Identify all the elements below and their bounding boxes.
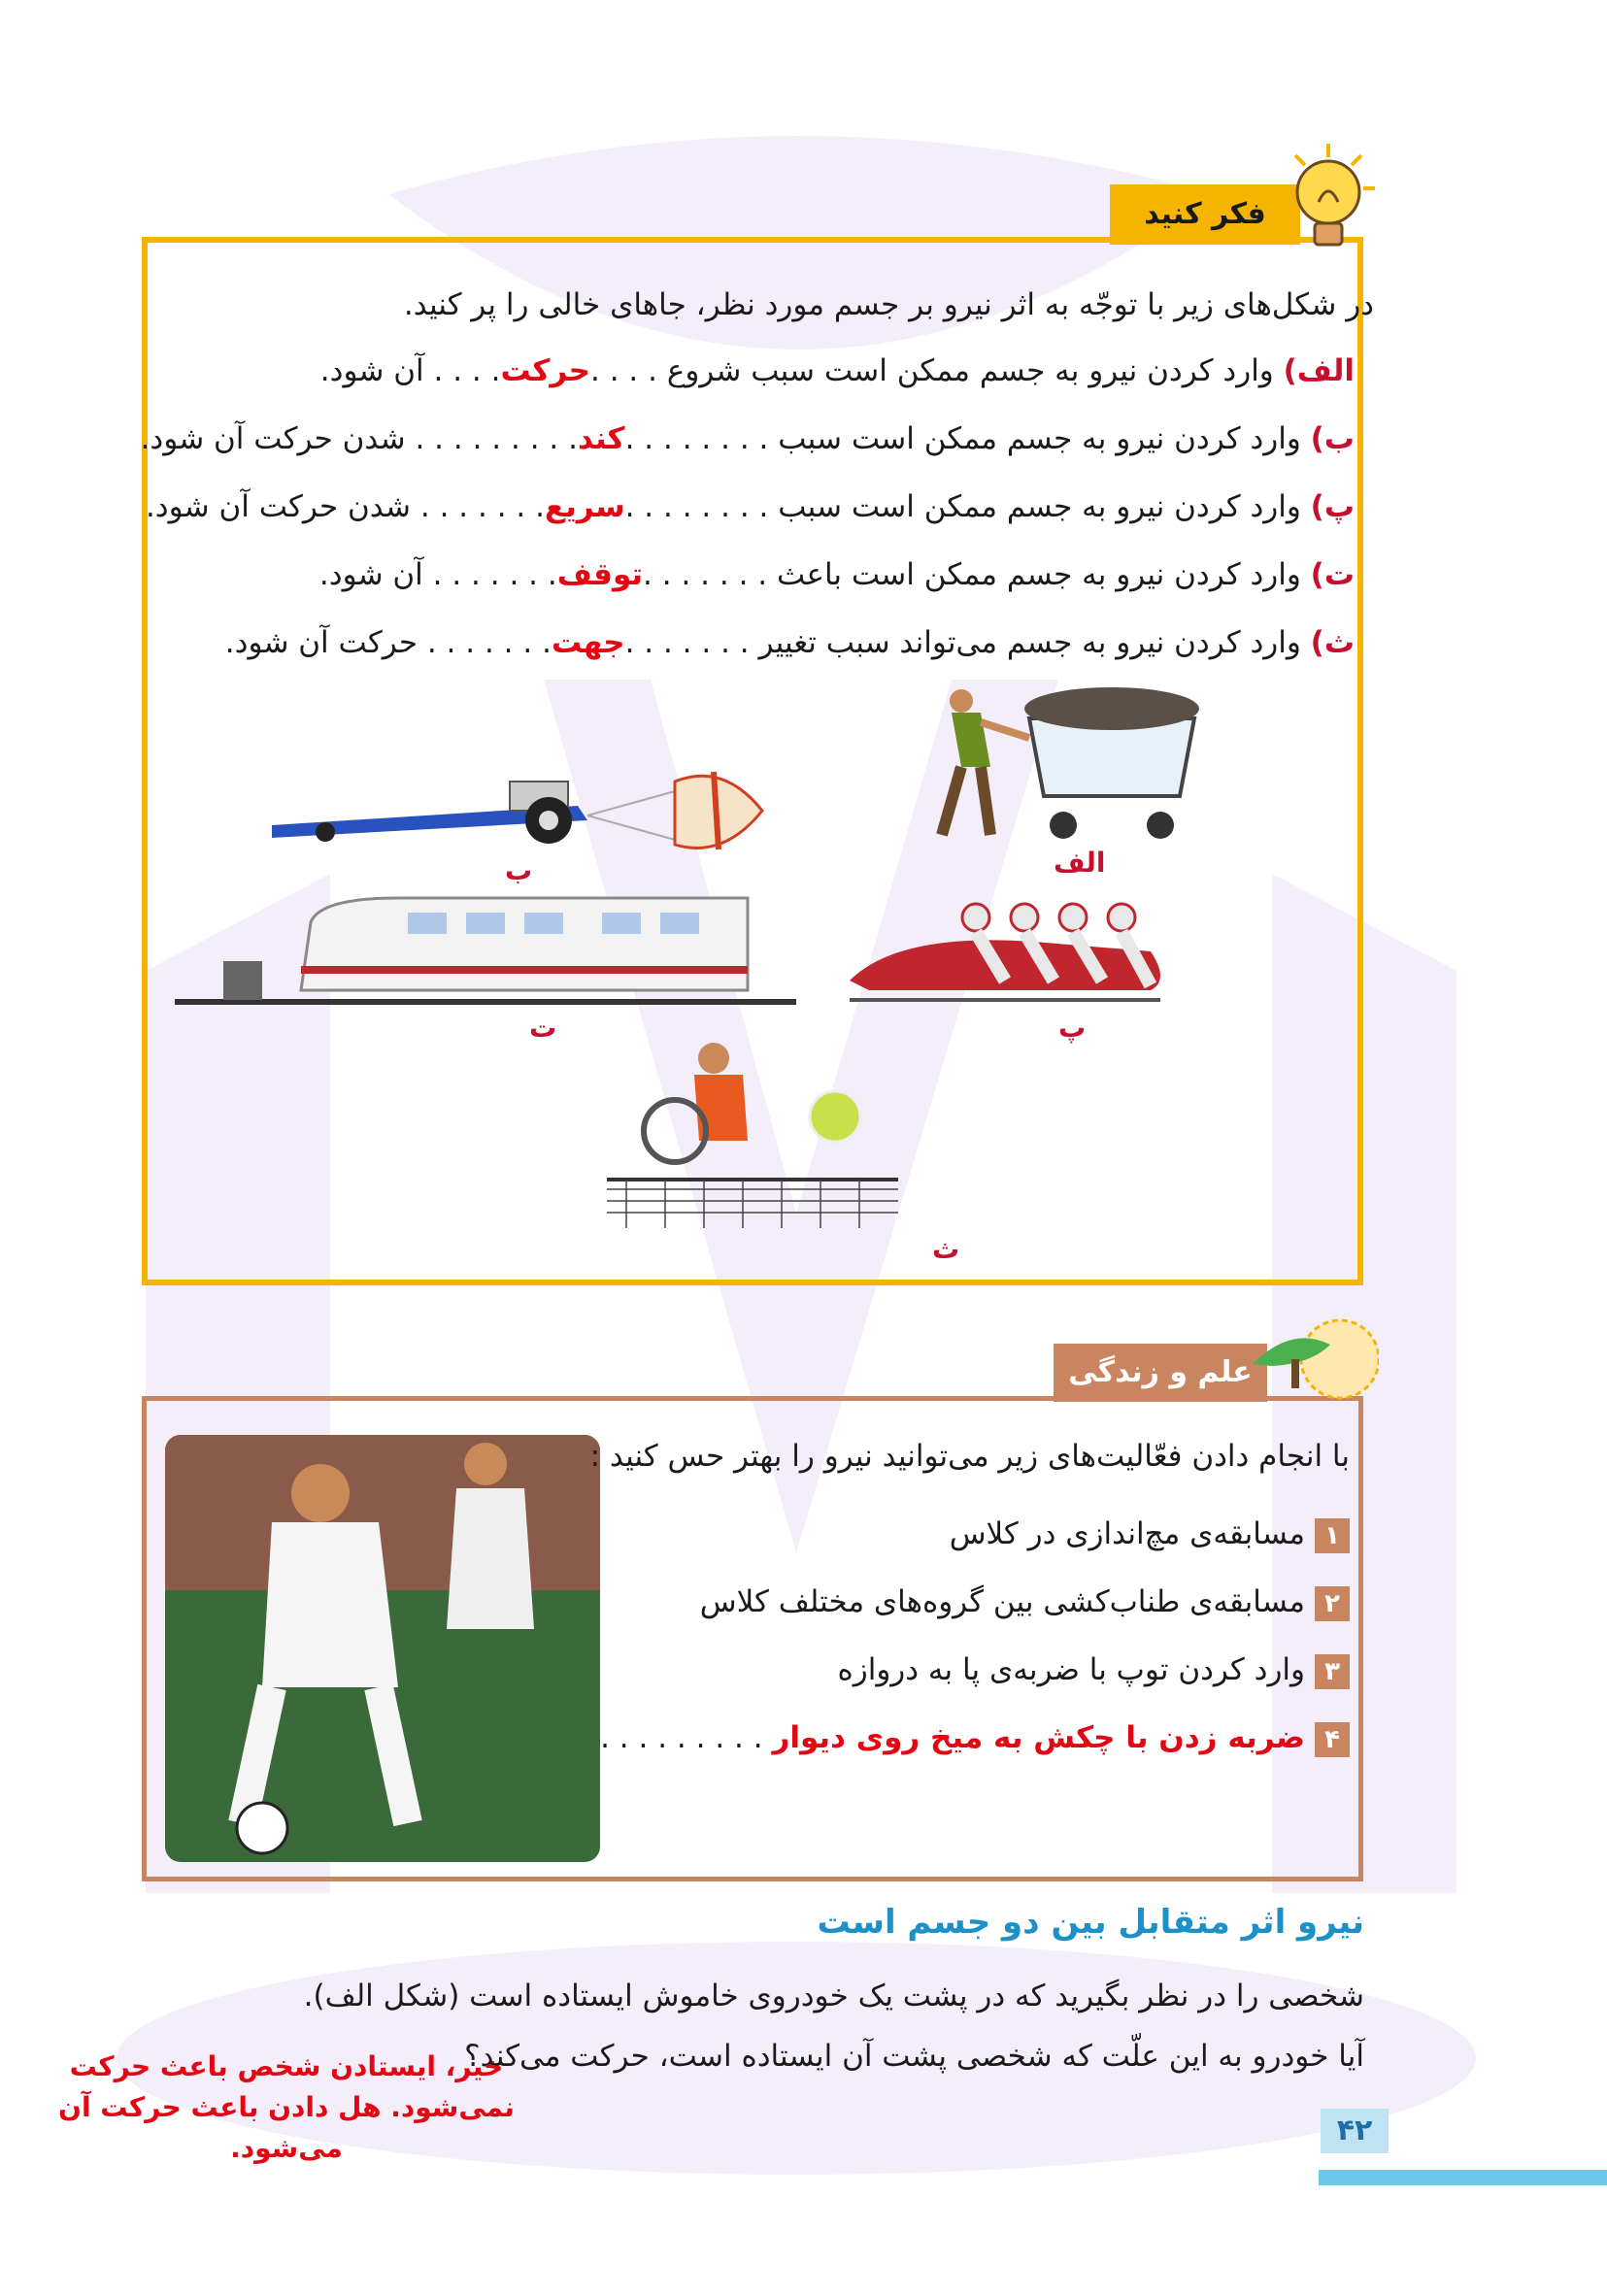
section-title: نیرو اثر متقابل بین دو جسم است (817, 1903, 1364, 1942)
answer-note: خیر، ایستادن شخص باعث حرکت نمی‌شود. هل دادن باعث حرکت آن می‌شود. (58, 2050, 515, 2164)
think-item-t (319, 553, 1355, 596)
figure-cart-push (922, 680, 1214, 854)
item-number: ۴ (1315, 1722, 1350, 1757)
page-number: ۴۲ (1321, 2109, 1389, 2153)
think-item-b (141, 417, 1355, 460)
caption-b: ب (505, 854, 533, 886)
answer-text: حرکت (500, 353, 590, 388)
think-box-title: فکر کنید (1110, 184, 1300, 245)
life-box-title: علم و زندگی (1054, 1344, 1267, 1402)
item-text: مسابقه‌ی مچ‌اندازی در کلاس (949, 1516, 1305, 1551)
item-number: ۳ (1315, 1654, 1350, 1689)
answer-text: سریع (544, 489, 625, 524)
answer-text: ضربه زدن با چکش به میخ روی دیوار (772, 1720, 1305, 1755)
body-line-2: آیا خودرو به این علّت که شخصی پشت آن ایستاده است، حرکت می‌کند؟ (464, 2039, 1364, 2074)
caption-a: الف (1054, 847, 1106, 879)
item-text: وارد کردن نیرو به جسم می‌تواند سبب تغییر . . . . . . . (624, 625, 1311, 660)
item-text: وارد کردن توپ با ضربه‌ی پا به دروازه (837, 1652, 1305, 1687)
item-text: وارد کردن نیرو به جسم ممکن است سبب . . . . . . . . (624, 421, 1311, 456)
item-text-end: . . . . . . . آن شود. (318, 557, 557, 592)
caption-th: ث (932, 1233, 960, 1265)
think-item-p (146, 485, 1355, 528)
lightbulb-icon (1280, 142, 1377, 258)
item-number: ۲ (1315, 1586, 1350, 1621)
bottom-bar (1319, 2170, 1607, 2185)
life-intro: با انجام دادن فعّالیت‌های زیر می‌توانید نیرو را بهتر حس کنید : (589, 1439, 1350, 1474)
life-item-3 (838, 1648, 1351, 1691)
item-label: ث) (1310, 625, 1355, 660)
think-item-th (225, 621, 1355, 664)
item-text-end: . . . . آن شود. (319, 353, 501, 388)
think-item-a (320, 349, 1355, 392)
football-photo (165, 1435, 600, 1862)
caption-t: ت (529, 1012, 557, 1044)
answer-text: کند (577, 421, 625, 456)
item-text: وارد کردن نیرو به جسم ممکن است باعث . . . . . . . (643, 557, 1311, 592)
tree-icon (1233, 1306, 1379, 1403)
caption-p: پ (1058, 1012, 1087, 1044)
body-line-1: شخصی را در نظر بگیرید که در پشت یک خودروی خاموش ایستاده است (شکل الف). (303, 1979, 1364, 2013)
item-text: وارد کردن نیرو به جسم ممکن است سبب . . . . . . . . (624, 489, 1311, 524)
item-text: مسابقه‌ی طناب‌کشی بین گروه‌های مختلف کلاس (699, 1584, 1305, 1619)
answer-text: جهت (551, 625, 625, 660)
life-item-1 (950, 1513, 1350, 1555)
item-text: وارد کردن نیرو به جسم ممکن است سبب شروع . . . . (589, 353, 1284, 388)
figure-train (175, 893, 796, 1015)
item-label: الف) (1283, 353, 1355, 388)
item-number: ۱ (1315, 1518, 1350, 1553)
think-intro: در شکل‌های زیر با توجّه به اثر نیرو بر جسم مورد نظر، جاهای خالی را پر کنید. (403, 287, 1374, 322)
item-text-end: . . . . . . . . . شدن حرکت آن شود. (140, 421, 578, 456)
item-text-end: . . . . . . . شدن حرکت آن شود. (145, 489, 545, 524)
item-label: ت) (1310, 557, 1355, 592)
item-label: ب) (1310, 421, 1355, 456)
figure-bobsled (840, 893, 1199, 1015)
figure-tennis (607, 1034, 898, 1257)
answer-text: توقف (556, 557, 644, 592)
figure-dragster (267, 723, 791, 859)
item-dots: . . . . . . . . . (600, 1720, 773, 1755)
life-item-4 (600, 1716, 1350, 1759)
item-text-end: . . . . . . . حرکت آن شود. (224, 625, 552, 660)
item-label: پ) (1310, 489, 1355, 524)
life-item-2 (700, 1581, 1350, 1623)
